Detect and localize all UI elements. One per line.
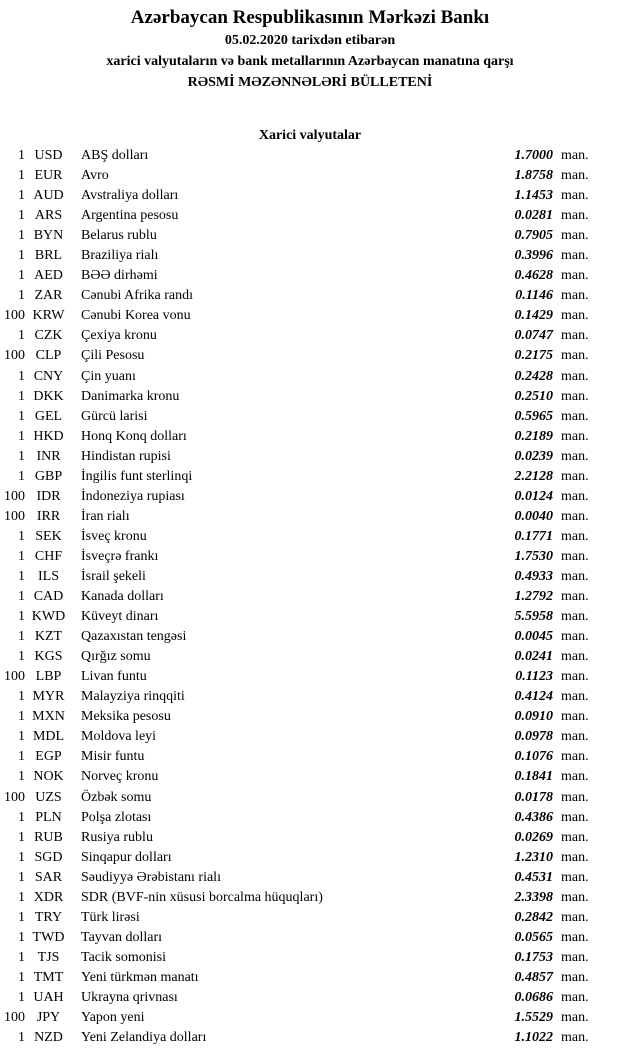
rate-row [0, 146, 597, 166]
currency-code: HKD [33, 428, 64, 444]
currency-name: Moldova leyi [81, 729, 157, 745]
quantity: 1 [18, 188, 25, 204]
rate-value: 0.0040 [514, 508, 553, 524]
rate-value: 0.0565 [514, 929, 553, 945]
rate-row [0, 1028, 597, 1048]
currency-name: Livan funtu [81, 669, 147, 685]
rate-value: 0.2175 [514, 348, 553, 364]
rate-row [0, 868, 597, 888]
subtitle-line: xarici valyutaların və bank metallarının Azərbaycan manatına qarşı [106, 54, 514, 69]
page-header [0, 0, 620, 93]
currency-name: Honq Konq dolları [81, 428, 187, 444]
currency-name: Cənubi Afrika randı [81, 288, 193, 304]
unit-label: man. [561, 388, 589, 404]
unit-label: man. [561, 488, 589, 504]
currency-code: UAH [33, 989, 64, 1005]
rate-row [0, 306, 597, 326]
currency-code: CHF [34, 548, 63, 564]
currency-name: Belarus rublu [81, 228, 157, 244]
quantity: 1 [18, 468, 25, 484]
currency-name: Danimarka kronu [81, 388, 180, 404]
unit-label: man. [561, 829, 589, 845]
rate-row [0, 367, 597, 387]
rate-value: 0.4386 [514, 809, 553, 825]
currency-name: Tacik somonisi [81, 949, 166, 965]
quantity: 1 [18, 889, 25, 905]
unit-label: man. [561, 709, 589, 725]
rate-row [0, 647, 597, 667]
quantity: 1 [18, 809, 25, 825]
quantity: 100 [4, 669, 25, 685]
currency-code: BRL [34, 248, 63, 264]
rate-value: 0.2510 [514, 388, 553, 404]
unit-label: man. [561, 889, 589, 905]
rate-value: 0.0124 [514, 488, 553, 504]
currency-name: Yeni Zelandiya dolları [81, 1030, 207, 1046]
currency-code: INR [36, 448, 61, 464]
unit-label: man. [561, 649, 589, 665]
quantity: 1 [18, 228, 25, 244]
quantity: 1 [18, 448, 25, 464]
currency-name: Sinqapur dolları [81, 849, 172, 865]
bulletin-title: RƏSMİ MƏZƏNNƏLƏRİ BÜLLETENİ [187, 75, 433, 90]
currency-name: Tayvan dolları [81, 929, 163, 945]
currency-code: AED [34, 268, 63, 284]
unit-label: man. [561, 248, 589, 264]
quantity: 1 [18, 368, 25, 384]
rate-value: 0.1146 [515, 288, 553, 304]
unit-label: man. [561, 348, 589, 364]
rate-row [0, 326, 597, 346]
quantity: 100 [4, 789, 25, 805]
quantity: 100 [4, 348, 25, 364]
quantity: 1 [18, 829, 25, 845]
currency-code: KGS [34, 649, 63, 665]
unit-label: man. [561, 188, 589, 204]
currency-name: SDR (BVF-nin xüsusi borcalma hüquqları) [81, 889, 323, 905]
rate-row [0, 828, 597, 848]
rate-row [0, 788, 597, 808]
currency-code: CNY [33, 368, 64, 384]
rate-row [0, 547, 597, 567]
currency-code: KZT [34, 629, 63, 645]
rate-value: 5.5958 [514, 609, 553, 625]
quantity: 1 [18, 589, 25, 605]
rate-value: 0.2428 [514, 368, 553, 384]
currency-name: Yeni türkmən manatı [81, 969, 199, 985]
effective-date-line: 05.02.2020 tarixdən etibarən [224, 33, 396, 48]
unit-label: man. [561, 689, 589, 705]
quantity: 1 [18, 749, 25, 765]
quantity: 1 [18, 548, 25, 564]
rate-row [0, 848, 597, 868]
currency-code: IDR [36, 488, 61, 504]
rate-value: 0.3996 [514, 248, 553, 264]
unit-label: man. [561, 929, 589, 945]
rate-row [0, 587, 597, 607]
quantity: 1 [18, 649, 25, 665]
unit-label: man. [561, 969, 589, 985]
rate-value: 0.0281 [514, 208, 553, 224]
quantity: 1 [18, 428, 25, 444]
currency-code: LBP [35, 669, 62, 685]
currency-code: NZD [34, 1030, 63, 1046]
rate-value: 0.7905 [514, 228, 553, 244]
currency-code: EUR [34, 168, 63, 184]
rate-value: 0.1771 [514, 528, 553, 544]
currency-name: İran rialı [81, 508, 130, 524]
rate-row [0, 627, 597, 647]
rate-row [0, 407, 597, 427]
rate-row [0, 226, 597, 246]
rate-row [0, 487, 597, 507]
unit-label: man. [561, 548, 589, 564]
rate-row [0, 968, 597, 988]
rate-row [0, 166, 597, 186]
quantity: 1 [18, 769, 25, 785]
quantity: 1 [18, 208, 25, 224]
unit-label: man. [561, 769, 589, 785]
rate-value: 0.1123 [515, 669, 553, 685]
rate-value: 0.4857 [514, 969, 553, 985]
unit-label: man. [561, 268, 589, 284]
unit-label: man. [561, 589, 589, 605]
rate-value: 0.4531 [514, 869, 553, 885]
currency-name: BƏƏ dirhəmi [81, 268, 158, 284]
currency-code: UZS [35, 789, 62, 805]
quantity: 1 [18, 989, 25, 1005]
quantity: 1 [18, 689, 25, 705]
currency-name: İsveçrə frankı [81, 548, 159, 564]
currency-code: GEL [34, 408, 63, 424]
rate-row [0, 447, 597, 467]
rate-value: 0.5965 [514, 408, 553, 424]
rate-value: 1.1022 [514, 1030, 553, 1046]
currency-name: Kanada dolları [81, 589, 164, 605]
currency-name: İsrail şekeli [81, 569, 146, 584]
currency-code: MDL [32, 729, 65, 745]
rate-value: 1.5529 [514, 1010, 553, 1026]
rate-row [0, 808, 597, 828]
currency-name: Özbək somu [81, 789, 152, 805]
currency-name: Çili Pesosu [81, 348, 145, 364]
unit-label: man. [561, 168, 589, 184]
rate-value: 0.1076 [514, 749, 553, 765]
rate-value: 0.0910 [514, 709, 553, 725]
quantity: 100 [4, 1010, 25, 1026]
quantity: 1 [18, 1030, 25, 1046]
unit-label: man. [561, 749, 589, 765]
quantity: 1 [18, 388, 25, 404]
quantity: 1 [18, 268, 25, 284]
unit-label: man. [561, 949, 589, 965]
quantity: 1 [18, 408, 25, 424]
currency-code: CZK [34, 328, 63, 344]
rate-row [0, 186, 597, 206]
rate-row [0, 427, 597, 447]
rate-value: 0.0241 [514, 649, 553, 665]
rate-value: 0.0178 [514, 789, 553, 805]
unit-label: man. [561, 809, 589, 825]
currency-code: RUB [34, 829, 63, 845]
unit-label: man. [561, 629, 589, 645]
rate-row [0, 266, 597, 286]
unit-label: man. [561, 669, 589, 685]
currency-code: CLP [35, 348, 62, 364]
exchange-rates-table [0, 146, 597, 1048]
rate-row [0, 607, 597, 627]
rate-row [0, 948, 597, 968]
quantity: 1 [18, 288, 25, 304]
rate-row [0, 507, 597, 527]
unit-label: man. [561, 1030, 589, 1046]
rate-row [0, 286, 597, 306]
currency-name: Meksika pesosu [81, 709, 171, 725]
currency-code: IRR [36, 508, 61, 524]
unit-label: man. [561, 288, 589, 304]
rate-value: 0.0978 [514, 729, 553, 745]
currency-name: İngilis funt sterlinqi [81, 468, 193, 484]
unit-label: man. [561, 408, 589, 424]
rate-value: 1.1453 [514, 188, 553, 204]
rate-value: 1.7000 [514, 148, 553, 164]
currency-name: İsveç kronu [81, 528, 147, 544]
rate-value: 1.2792 [514, 589, 553, 605]
currency-code: TWD [32, 929, 65, 945]
quantity: 1 [18, 849, 25, 865]
currency-code: AUD [33, 188, 64, 204]
rate-value: 2.2128 [514, 468, 553, 484]
currency-code: CAD [33, 589, 64, 605]
quantity: 100 [4, 508, 25, 524]
rate-value: 0.4933 [514, 569, 553, 584]
quantity: 1 [18, 168, 25, 184]
quantity: 100 [4, 488, 25, 504]
currency-name: Türk lirəsi [81, 909, 140, 925]
rate-row [0, 767, 597, 787]
unit-label: man. [561, 308, 589, 324]
rate-value: 0.0045 [514, 629, 553, 645]
quantity: 1 [18, 528, 25, 544]
currency-code: DKK [33, 388, 64, 404]
rate-value: 0.0269 [514, 829, 553, 845]
quantity: 1 [18, 729, 25, 745]
unit-label: man. [561, 368, 589, 384]
currency-code: BYN [33, 228, 64, 244]
currency-name: Misir funtu [81, 749, 145, 765]
rate-row [0, 567, 597, 587]
rate-value: 1.7530 [514, 548, 553, 564]
currency-code: USD [34, 148, 63, 164]
unit-label: man. [561, 729, 589, 745]
quantity: 1 [18, 869, 25, 885]
currency-code: JPY [36, 1010, 61, 1026]
quantity: 1 [18, 248, 25, 264]
unit-label: man. [561, 849, 589, 865]
currency-name: Avro [81, 168, 109, 184]
rate-row [0, 727, 597, 747]
rate-value: 0.2189 [514, 428, 553, 444]
rate-value: 2.3398 [514, 889, 553, 905]
section-heading-foreign-currencies: Xarici valyutalar [258, 128, 362, 143]
currency-name: Çexiya kronu [81, 328, 157, 344]
unit-label: man. [561, 148, 589, 164]
currency-code: ILS [38, 569, 59, 584]
currency-code: ZAR [34, 288, 63, 304]
rate-row [0, 928, 597, 948]
rate-value: 0.4124 [514, 689, 553, 705]
rate-row [0, 908, 597, 928]
currency-code: KWD [31, 609, 66, 625]
rate-value: 1.8758 [514, 168, 553, 184]
unit-label: man. [561, 569, 589, 584]
rate-row [0, 988, 597, 1008]
currency-code: MXN [32, 709, 65, 725]
currency-name: Malayziya rinqqiti [81, 689, 185, 705]
rate-row [0, 467, 597, 487]
rate-value: 0.1429 [514, 308, 553, 324]
rate-row [0, 687, 597, 707]
quantity: 1 [18, 629, 25, 645]
currency-name: Hindistan rupisi [81, 448, 171, 464]
quantity: 100 [4, 308, 25, 324]
quantity: 1 [18, 609, 25, 625]
currency-name: Qırğız somu [81, 649, 151, 665]
quantity: 1 [18, 949, 25, 965]
currency-code: KRW [32, 308, 65, 324]
currency-code: TMT [33, 969, 64, 985]
currency-code: SAR [34, 869, 63, 885]
currency-code: ARS [34, 208, 63, 224]
currency-name: ABŞ dolları [81, 148, 149, 164]
rate-row [0, 246, 597, 266]
unit-label: man. [561, 989, 589, 1005]
rate-row [0, 527, 597, 547]
quantity: 1 [18, 328, 25, 344]
unit-label: man. [561, 528, 589, 544]
rate-value: 0.0239 [514, 448, 553, 464]
unit-label: man. [561, 909, 589, 925]
currency-name: Norveç kronu [81, 769, 159, 785]
rate-value: 1.2310 [514, 849, 553, 865]
currency-name: Avstraliya dolları [81, 188, 179, 204]
currency-name: Rusiya rublu [81, 829, 153, 845]
unit-label: man. [561, 508, 589, 524]
currency-code: SGD [34, 849, 63, 865]
rate-value: 0.2842 [514, 909, 553, 925]
unit-label: man. [561, 1010, 589, 1026]
rate-value: 0.4628 [514, 268, 553, 284]
quantity: 1 [18, 909, 25, 925]
unit-label: man. [561, 609, 589, 625]
currency-code: PLN [35, 809, 62, 825]
currency-code: MYR [32, 689, 65, 705]
rate-row [0, 707, 597, 727]
currency-name: Səudiyyə Ərəbistanı rialı [81, 869, 221, 885]
currency-name: Gürcü larisi [81, 408, 148, 424]
rate-value: 0.1841 [514, 769, 553, 785]
quantity: 1 [18, 709, 25, 725]
currency-name: İndoneziya rupiası [81, 488, 185, 504]
currency-name: Qazaxıstan tengəsi [81, 629, 187, 645]
currency-name: Çin yuanı [81, 368, 136, 384]
currency-name: Küveyt dinarı [81, 609, 159, 625]
unit-label: man. [561, 468, 589, 484]
currency-code: TRY [34, 909, 63, 925]
currency-name: Argentina pesosu [81, 208, 179, 224]
currency-name: Yapon yeni [81, 1010, 145, 1026]
currency-name: Ukrayna qrivnası [81, 989, 178, 1005]
currency-name: Cənubi Korea vonu [81, 308, 191, 324]
rate-row [0, 888, 597, 908]
currency-name: Braziliya rialı [81, 248, 159, 264]
currency-code: XDR [33, 889, 64, 905]
currency-code: SEK [35, 528, 62, 544]
currency-code: TJS [37, 949, 60, 965]
rate-value: 0.0747 [514, 328, 553, 344]
unit-label: man. [561, 228, 589, 244]
unit-label: man. [561, 208, 589, 224]
quantity: 1 [18, 969, 25, 985]
bank-title: Azərbaycan Respublikasının Mərkəzi Bankı [130, 7, 490, 28]
quantity: 1 [18, 148, 25, 164]
currency-code: NOK [33, 769, 64, 785]
rate-row [0, 206, 597, 226]
currency-code: GBP [34, 468, 63, 484]
unit-label: man. [561, 789, 589, 805]
rate-value: 0.0686 [514, 989, 553, 1005]
rate-value: 0.1753 [514, 949, 553, 965]
currency-name: Polşa zlotası [81, 809, 152, 825]
unit-label: man. [561, 328, 589, 344]
unit-label: man. [561, 428, 589, 444]
rate-row [0, 1008, 597, 1028]
rate-row [0, 387, 597, 407]
quantity: 1 [18, 929, 25, 945]
currency-code: EGP [35, 749, 62, 765]
rate-row [0, 346, 597, 366]
rate-row [0, 747, 597, 767]
unit-label: man. [561, 869, 589, 885]
rate-row [0, 667, 597, 687]
unit-label: man. [561, 448, 589, 464]
quantity: 1 [18, 569, 25, 584]
